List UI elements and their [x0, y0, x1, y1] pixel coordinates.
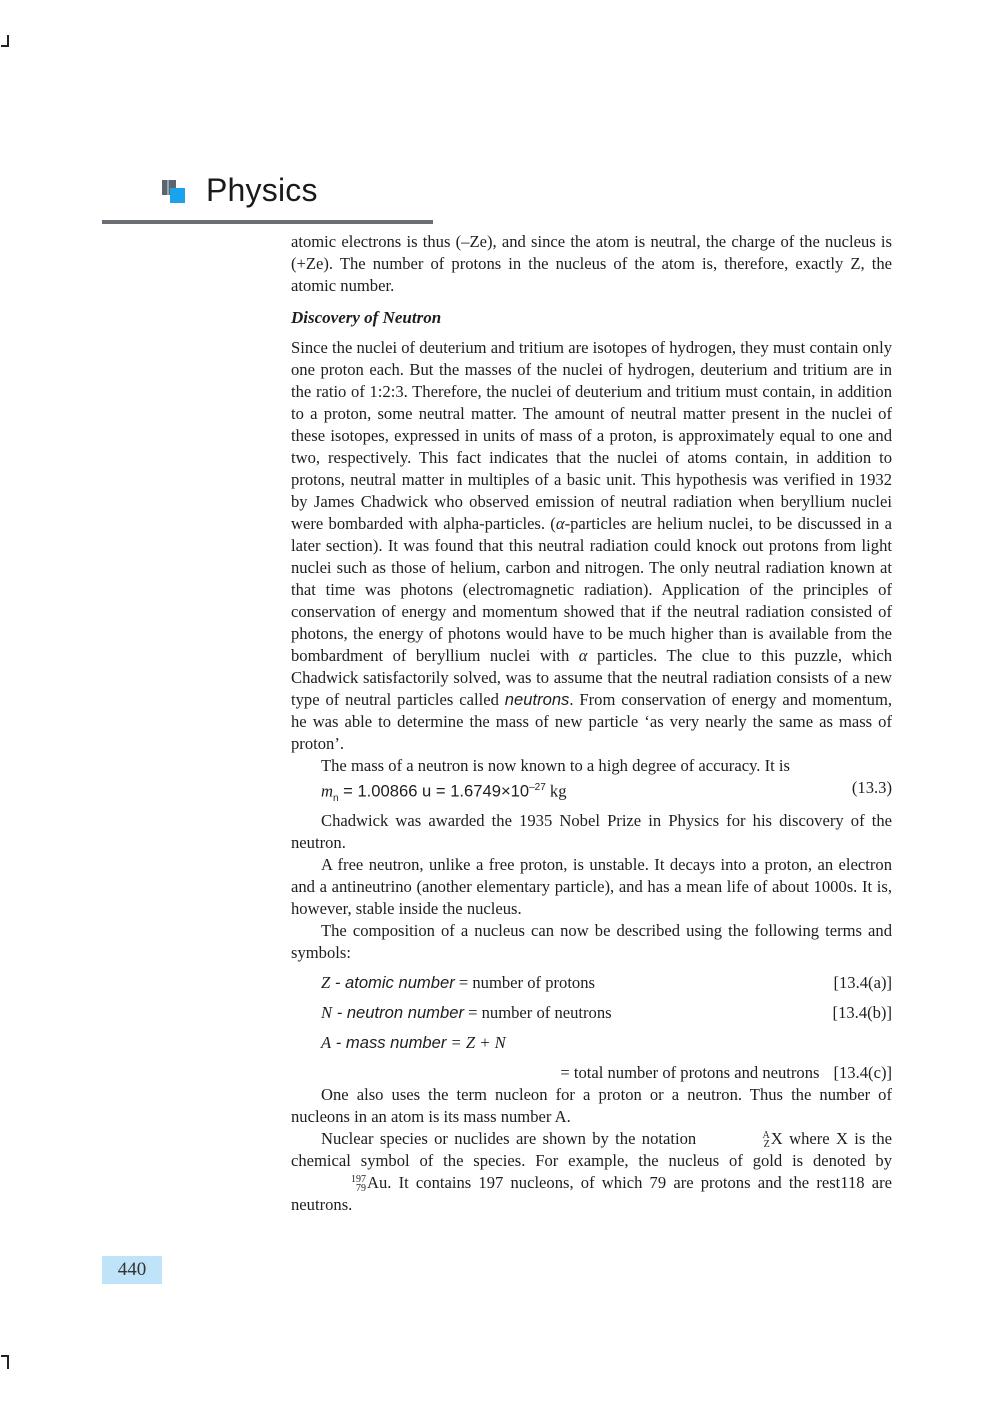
nuclide-notation: A Z X	[762, 1128, 783, 1151]
definition-a: A - mass number = Z + N	[321, 1032, 506, 1052]
crop-mark-top-left	[1, 35, 9, 47]
page-number: 440	[102, 1256, 162, 1284]
discovery-paragraph: Since the nuclei of deuterium and tritium are isotopes of hydrogen, they must contain only one proton each. But the masses of the nuclei of hydrogen, deuterium and tritium are in the ratio of 1:2:3. Therefore, the nuclei of deuterium and tritium must contain, in addition to a proton, some neutral matter. The amount of neutral matter present in the nuclei of these isotopes, expressed in units of mass of a proton, is approximately equal to one and two, respectively. This fact indicates that the nuclei of atoms contain, in addition to protons, neutral matter in multiples of a basic unit. This hypothesis was verified in 1932 by James Chadwick who observed emission of neutral radiation when beryllium nuclei were bombarded with alpha-particles. (α-particles are helium nuclei, to be discussed in a later section). It was found that this neutral radiation could knock out protons from light nuclei such as those of helium, carbon and nitrogen. The only neutral radiation known at that time was photons (electromagnetic radiation). Application of the principles of conservation of energy and momentum showed that if the neutral radiation consisted of photons, the energy of photons would have to be much higher than is available from the bombardment of beryllium nuclei with α particles. The clue to this puzzle, which Chadwick satisfactorily solved, was to assume that the neutral radiation consists of a new type of neutral particles called neutrons. From conservation of energy and momentum, he was able to determine the mass of new particle ‘as very nearly the same as mass of proton’.	[291, 338, 892, 753]
chapter-header	[160, 172, 318, 209]
header-rule	[102, 220, 433, 224]
equation-label: (13.3)	[851, 778, 892, 797]
nuclide-paragraph: Nuclear species or nuclides are shown by the notation A Z X where X is the chemical symbol of the species. For example, the nucleus of gold is denoted by 197 79 Au. It contains 197 nucleons, of which 79 are protons and the rest118 are neutrons.	[291, 1128, 892, 1214]
page-content	[291, 231, 892, 1216]
free-neutron-paragraph: A free neutron, unlike a free proton, is unstable. It decays into a proton, an electron and a antineutrino (another elementary particle), and has a mean life of about 1000s. It is, however, stable inside the nucleus.	[291, 854, 892, 918]
equation-13-3: $m_n = 1.00866$ $u = 1.6749\times 10^{-27}$ kg (13.3)	[291, 777, 892, 810]
chapter-squares-icon	[160, 176, 188, 206]
nobel-paragraph: Chadwick was awarded the 1935 Nobel Prize in Physics for his discovery of the neutron.	[291, 810, 892, 852]
definition-n: N - neutron number = number of neutrons [13.4(b)]	[321, 1002, 892, 1022]
crop-mark-bottom-left	[1, 1355, 9, 1369]
alpha-symbol: α	[555, 514, 565, 533]
alpha-symbol: α	[578, 646, 588, 665]
intro-paragraph: atomic electrons is thus (–Ze), and since the atom is neutral, the charge of the nucleus is (+Ze). The number of protons in the nucleus of the atom is, therefore, exactly Z, the atomic number.	[291, 232, 892, 295]
definition-a-continued: = total number of protons and neutrons [13.4(c)]	[560, 1062, 892, 1082]
gold-notation: 197 79 Au	[351, 1172, 388, 1195]
header-title: Physics	[206, 172, 318, 208]
definition-z: Z - atomic number = number of protons [13.4(a)]	[321, 972, 892, 992]
section-title: Discovery of Neutron	[291, 308, 442, 327]
composition-paragraph: The composition of a nucleus can now be described using the following terms and symbols:	[291, 920, 892, 962]
mass-paragraph: The mass of a neutron is now known to a high degree of accuracy. It is	[321, 756, 790, 775]
nucleon-paragraph: One also uses the term nucleon for a proton or a neutron. Thus the number of nucleons in an atom is its mass number A.	[291, 1084, 892, 1126]
